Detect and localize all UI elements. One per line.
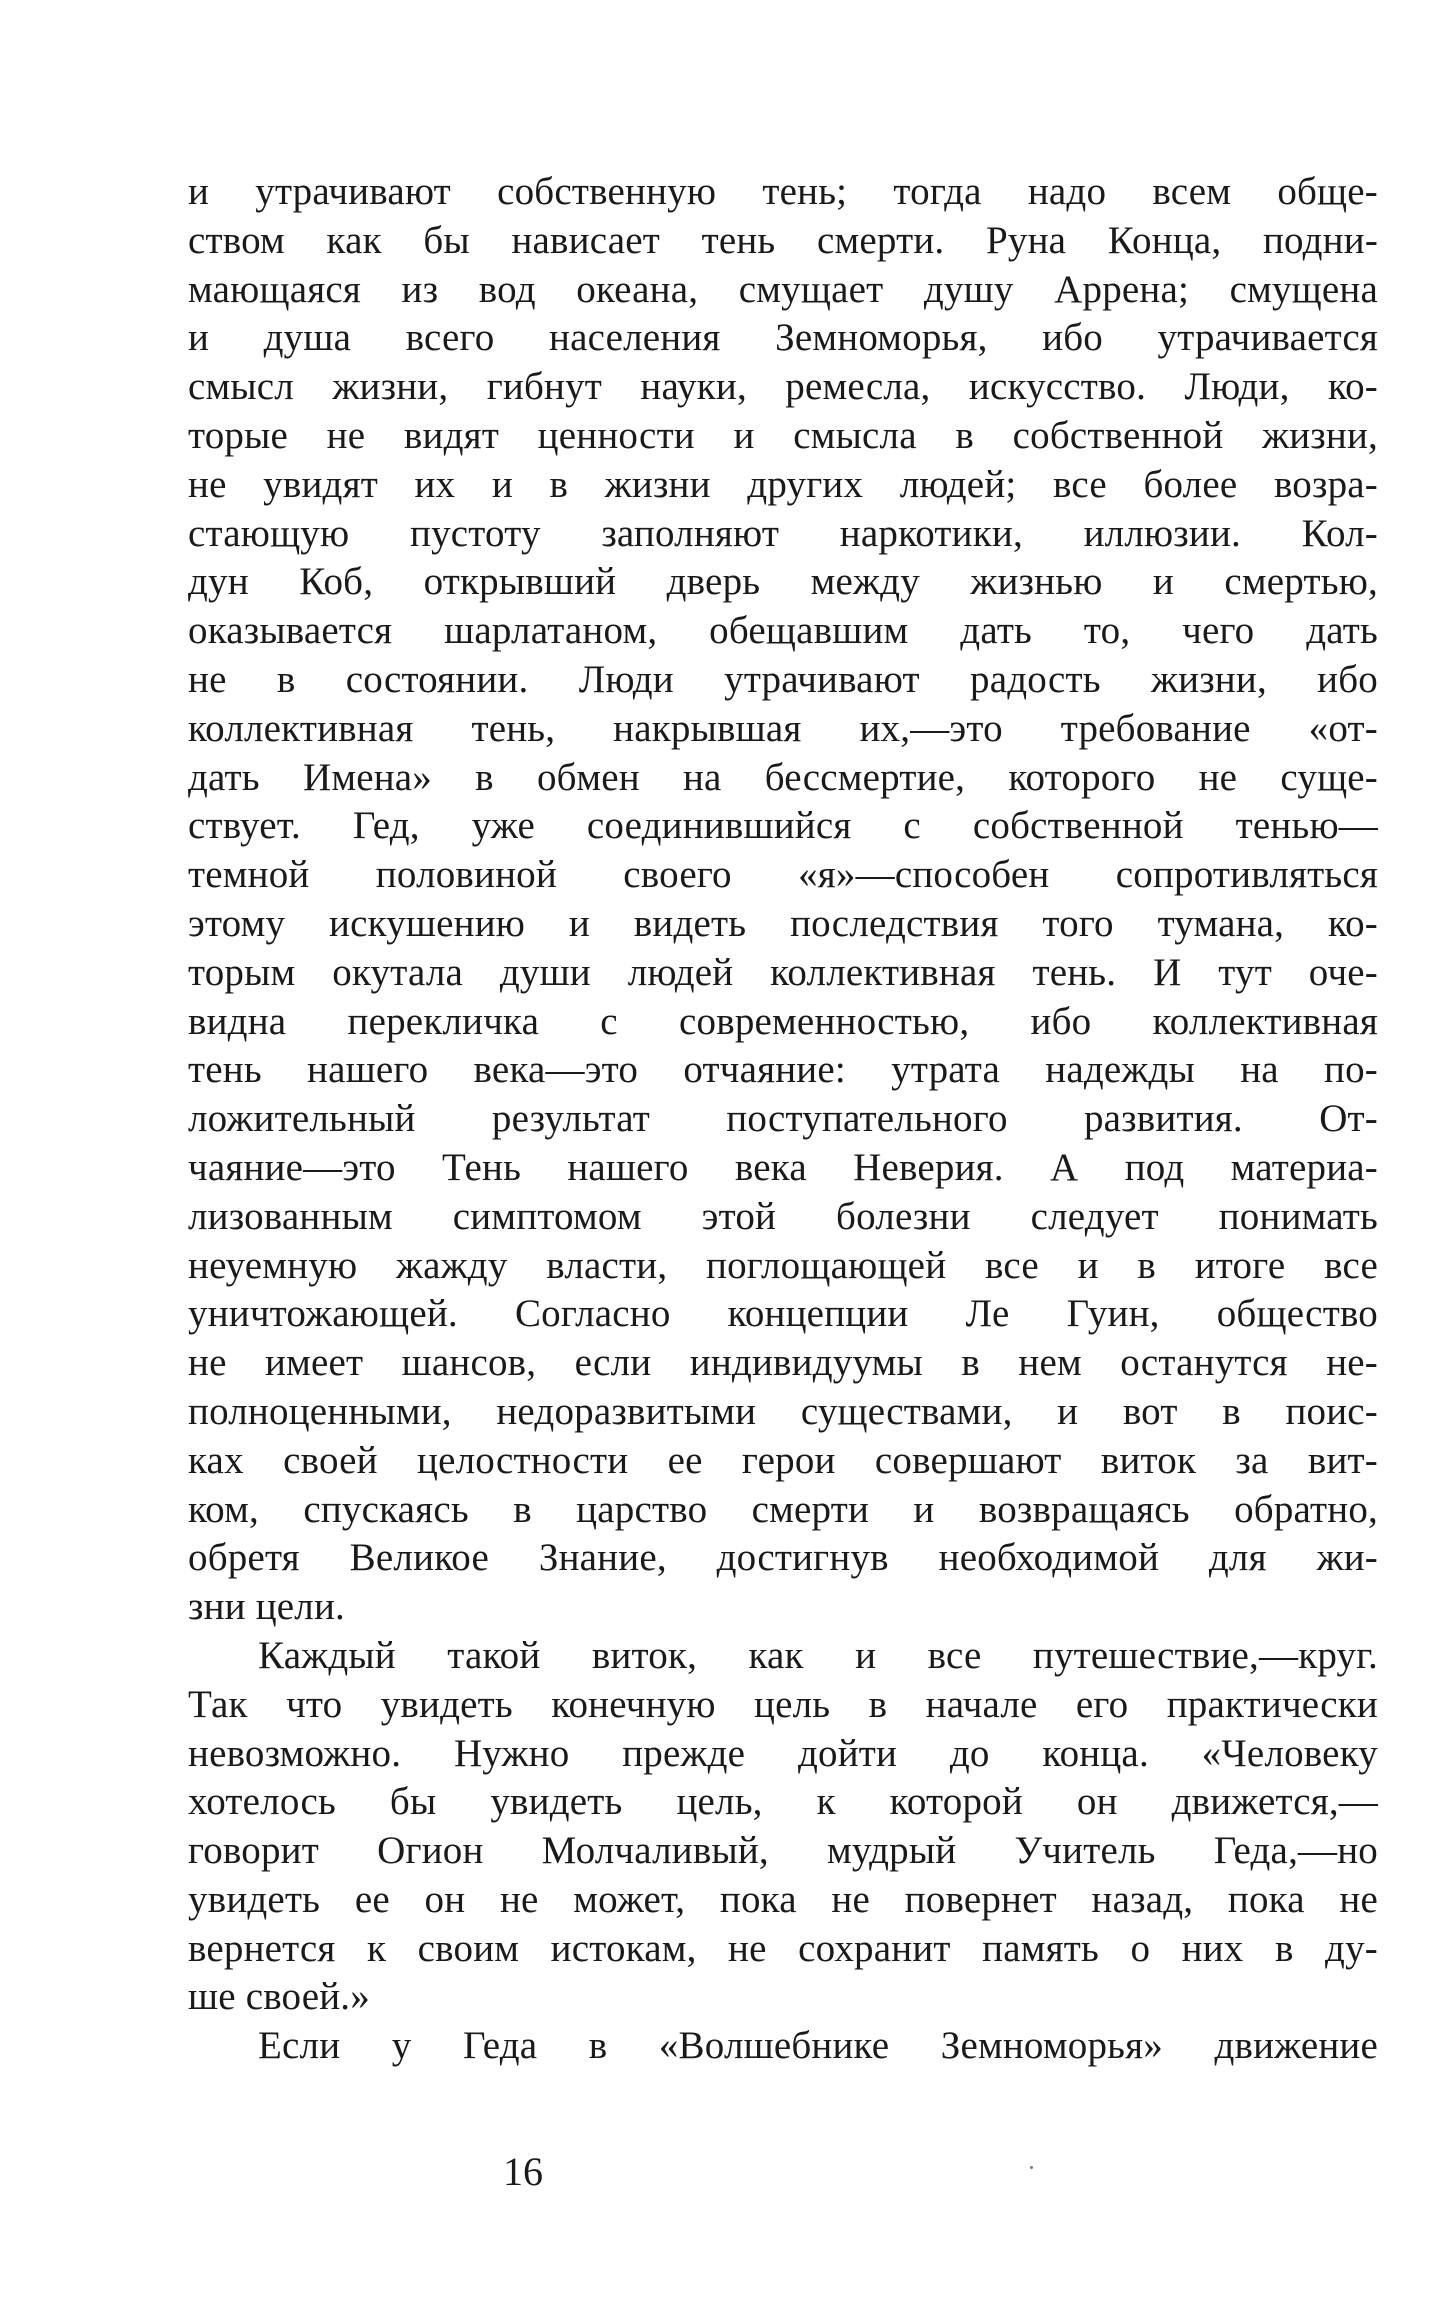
- text-line: этому искушению и видеть последствия того тумана, ко-: [188, 901, 1378, 945]
- text-line: говорит Огион Молчаливый, мудрый Учитель Геда,—но: [188, 1829, 1378, 1873]
- text-line: лизованным симптомом этой болезни следует понимать: [188, 1194, 1378, 1238]
- paragraph-end-line: зни цели.: [188, 1585, 345, 1629]
- page-number: 16: [503, 2149, 543, 2194]
- scan-speck: [1030, 2166, 1033, 2169]
- text-line: уничтожающей. Согласно концепции Ле Гуин, общество: [188, 1292, 1378, 1336]
- text-line: дать Имена» в обмен на бессмертие, которого не суще-: [188, 755, 1378, 799]
- text-line: ством как бы нависает тень смерти. Руна Конца, подни-: [188, 218, 1378, 262]
- paragraph-start-line: Если у Геда в «Волшебнике Земноморья» движение: [258, 2024, 1378, 2068]
- text-line: торым окутала души людей коллективная тень. И тут оче-: [188, 950, 1378, 994]
- text-line: Так что увидеть конечную цель в начале его практически: [188, 1682, 1378, 1726]
- text-line: и душа всего населения Земноморья, ибо утрачивается: [188, 316, 1378, 360]
- text-line: торые не видят ценности и смысла в собственной жизни,: [188, 413, 1378, 457]
- text-line: дун Коб, открывший дверь между жизнью и смертью,: [188, 560, 1378, 604]
- text-line: темной половиной своего «я»—способен сопротивляться: [188, 853, 1378, 897]
- text-line: хотелось бы увидеть цель, к которой он движется,—: [188, 1780, 1378, 1824]
- text-line: ложительный результат поступательного развития. От-: [188, 1097, 1378, 1141]
- text-line: не имеет шансов, если индивидуумы в нем останутся не-: [188, 1341, 1378, 1385]
- text-line: увидеть ее он не может, пока не повернет назад, пока не: [188, 1877, 1378, 1921]
- text-line: тень нашего века—это отчаяние: утрата надежды на по-: [188, 1048, 1378, 1092]
- text-line: не увидят их и в жизни других людей; все более возра-: [188, 462, 1378, 506]
- text-line: стающую пустоту заполняют наркотики, иллюзии. Кол-: [188, 511, 1378, 555]
- text-line: неуемную жажду власти, поглощающей все и в итоге все: [188, 1243, 1378, 1287]
- paragraph-start-line: Каждый такой виток, как и все путешествие,—круг.: [258, 1633, 1378, 1677]
- page-body-text: [188, 168, 1378, 2071]
- text-line: и утрачивают собственную тень; тогда надо всем обще-: [188, 170, 1378, 213]
- text-line: видна перекличка с современностью, ибо коллективная: [188, 999, 1378, 1043]
- text-line: ках своей целостности ее герои совершают виток за вит-: [188, 1438, 1378, 1482]
- text-line: невозможно. Нужно прежде дойти до конца. «Человеку: [188, 1731, 1378, 1775]
- paragraph-end-line: ше своей.»: [188, 1975, 370, 2019]
- text-line: ком, спускаясь в царство смерти и возвращаясь обратно,: [188, 1487, 1378, 1531]
- text-line: не в состоянии. Люди утрачивают радость жизни, ибо: [188, 657, 1378, 701]
- text-line: оказывается шарлатаном, обещавшим дать то, чего дать: [188, 609, 1378, 653]
- text-line: смысл жизни, гибнут науки, ремесла, искусство. Люди, ко-: [188, 365, 1378, 409]
- text-line: коллективная тень, накрывшая их,—это требование «от-: [188, 706, 1378, 750]
- text-line: чаяние—это Тень нашего века Неверия. А под материа-: [188, 1145, 1378, 1189]
- text-line: мающаяся из вод океана, смущает душу Аррена; смущена: [188, 267, 1378, 311]
- text-line: вернется к своим истокам, не сохранит память о них в ду-: [188, 1926, 1378, 1970]
- text-line: полноценными, недоразвитыми существами, и вот в поис-: [188, 1389, 1378, 1433]
- text-line: ствует. Гед, уже соединившийся с собственной тенью—: [188, 804, 1378, 848]
- text-line: обретя Великое Знание, достигнув необходимой для жи-: [188, 1536, 1378, 1580]
